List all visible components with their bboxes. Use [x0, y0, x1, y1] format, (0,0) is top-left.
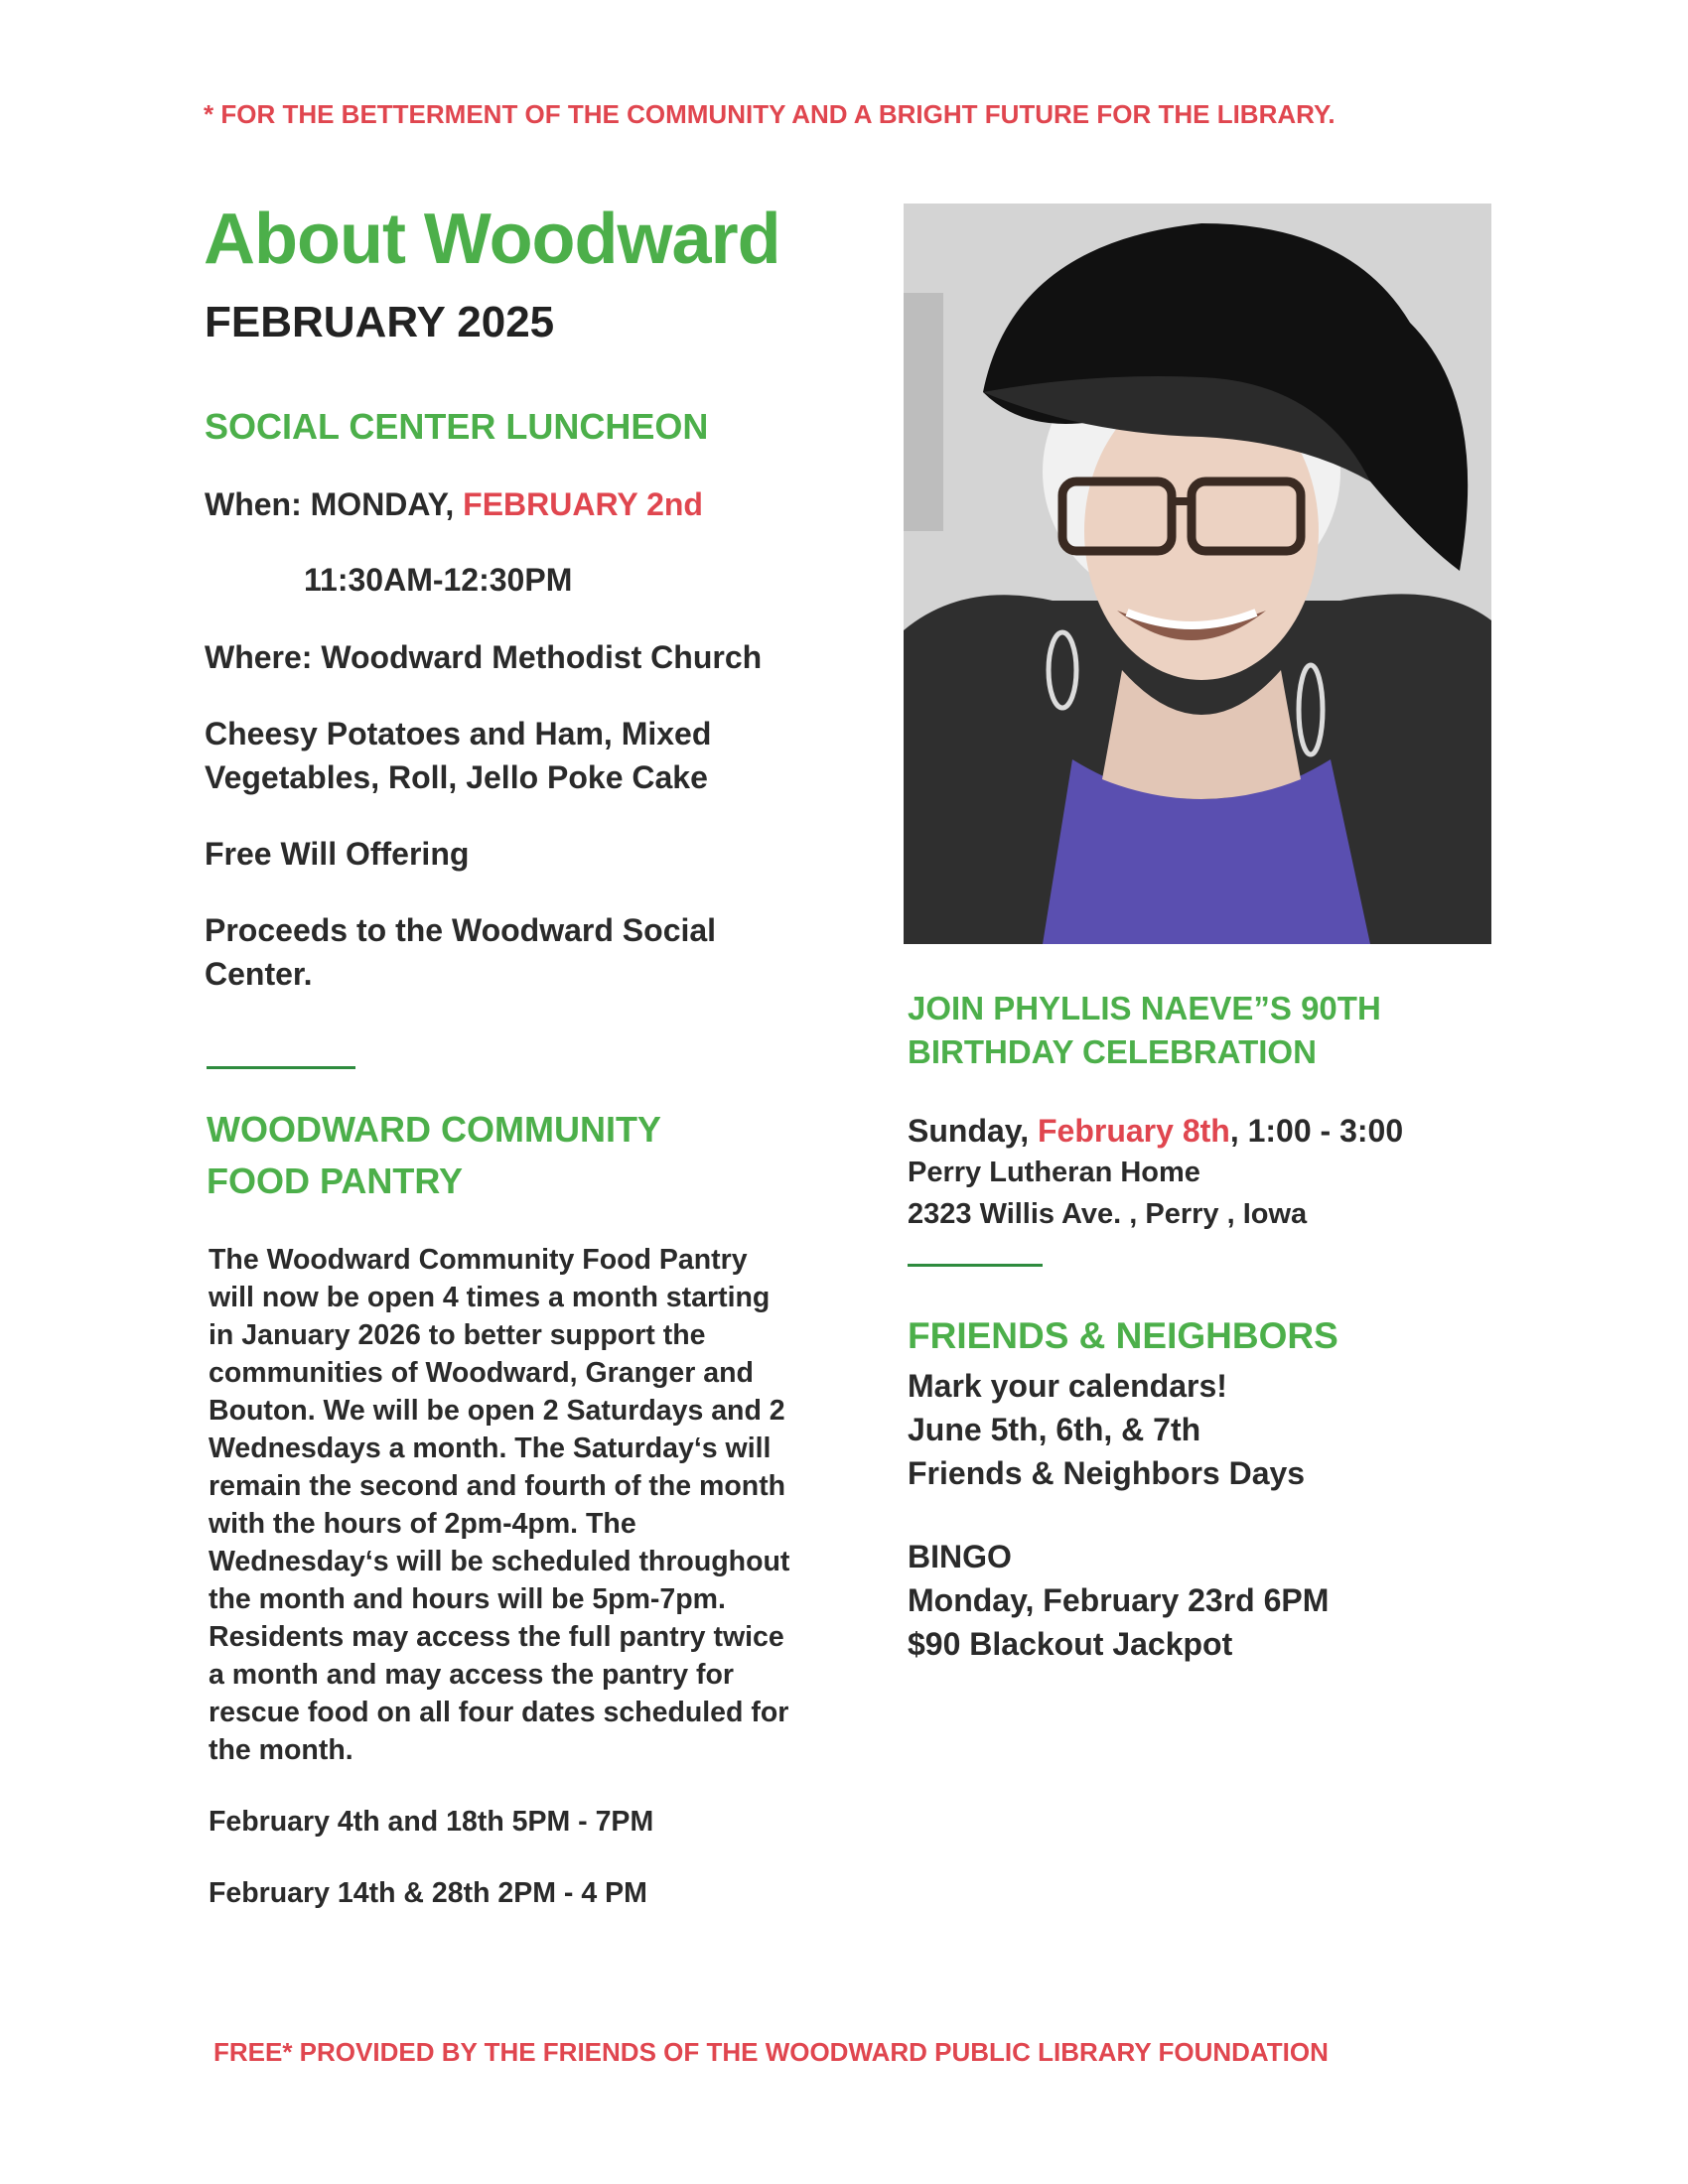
- pantry-line: the month and hours will be 5pm-7pm.: [209, 1583, 726, 1615]
- luncheon-when-date: FEBRUARY 2nd: [463, 486, 703, 522]
- birthday-details: [908, 1110, 1403, 1235]
- birthday-time: , 1:00 - 3:00: [1229, 1113, 1404, 1149]
- pantry-line: remain the second and fourth of the month: [209, 1470, 786, 1502]
- birthday-place: Perry Lutheran Home: [908, 1157, 1200, 1188]
- pantry-description: [209, 1241, 844, 1769]
- luncheon-heading: SOCIAL CENTER LUNCHEON: [205, 406, 709, 447]
- pantry-line: Bouton. We will be open 2 Saturdays and 2: [209, 1395, 785, 1427]
- pantry-line: with the hours of 2pm-4pm. The: [209, 1508, 636, 1540]
- luncheon-time: 11:30AM-12:30PM: [304, 562, 573, 598]
- luncheon-menu-line: Cheesy Potatoes and Ham, Mixed: [205, 716, 712, 751]
- luncheon-where: Where: Woodward Methodist Church: [205, 639, 763, 675]
- pantry-line: the month.: [209, 1734, 353, 1766]
- luncheon-proceeds-line: Proceeds to the Woodward Social: [205, 912, 717, 948]
- bingo-heading: BINGO: [908, 1539, 1012, 1574]
- bingo-jackpot: $90 Blackout Jackpot: [908, 1626, 1233, 1662]
- page-month: FEBRUARY 2025: [205, 298, 555, 346]
- friends-event: Friends & Neighbors Days: [908, 1455, 1306, 1491]
- luncheon-offering: Free Will Offering: [205, 836, 470, 872]
- friends-dates: June 5th, 6th, & 7th: [908, 1412, 1201, 1447]
- birthday-address: 2323 Willis Ave. , Perry , Iowa: [908, 1198, 1308, 1230]
- birthday-heading: [908, 987, 1381, 1074]
- luncheon-when-label: When: MONDAY,: [205, 486, 464, 522]
- birthday-day: Sunday,: [908, 1113, 1038, 1149]
- birthday-heading-line: JOIN PHYLLIS NAEVE”S 90TH: [908, 990, 1381, 1026]
- bottom-banner: FREE* PROVIDED BY THE FRIENDS OF THE WOODWARD PUBLIC LIBRARY FOUNDATION: [213, 2037, 1329, 2067]
- luncheon-proceeds-line: Center.: [205, 956, 313, 992]
- birthday-heading-line: BIRTHDAY CELEBRATION: [908, 1033, 1317, 1070]
- pantry-line: The Woodward Community Food Pantry: [209, 1244, 748, 1276]
- friends-heading: FRIENDS & NEIGHBORS: [908, 1315, 1338, 1356]
- pantry-line: rescue food on all four dates scheduled for: [209, 1697, 789, 1728]
- friends-mark: Mark your calendars!: [908, 1368, 1227, 1404]
- pantry-line: a month and may access the pantry for: [209, 1659, 734, 1691]
- section-divider: [207, 1066, 355, 1069]
- pantry-line: communities of Woodward, Granger and: [209, 1357, 754, 1389]
- pantry-line: will now be open 4 times a month starting: [209, 1282, 771, 1313]
- page-title: About Woodward: [204, 200, 780, 279]
- pantry-dates-2: February 14th & 28th 2PM - 4 PM: [209, 1877, 647, 1909]
- luncheon-menu-line: Vegetables, Roll, Jello Poke Cake: [205, 759, 708, 795]
- pantry-heading-line: WOODWARD COMMUNITY: [207, 1109, 661, 1150]
- section-divider: [908, 1264, 1043, 1267]
- pantry-line: Wednesday‘s will be scheduled throughout: [209, 1546, 790, 1577]
- pantry-dates-1: February 4th and 18th 5PM - 7PM: [209, 1806, 654, 1838]
- pantry-heading-line: FOOD PANTRY: [207, 1160, 463, 1201]
- top-banner: * FOR THE BETTERMENT OF THE COMMUNITY AND A BRIGHT FUTURE FOR THE LIBRARY.: [204, 99, 1336, 129]
- pantry-line: in January 2026 to better support the: [209, 1319, 706, 1351]
- bingo-date: Monday, February 23rd 6PM: [908, 1582, 1330, 1618]
- pantry-heading: [207, 1104, 661, 1207]
- birthday-date: February 8th: [1037, 1113, 1230, 1149]
- luncheon-menu: [205, 712, 711, 799]
- luncheon-proceeds: [205, 908, 716, 996]
- luncheon-when: [205, 482, 703, 526]
- portrait-photo: [904, 204, 1491, 944]
- birthday-when: [908, 1110, 1403, 1152]
- pantry-line: Wednesdays a month. The Saturday‘s will: [209, 1433, 772, 1464]
- pantry-line: Residents may access the full pantry twice: [209, 1621, 784, 1653]
